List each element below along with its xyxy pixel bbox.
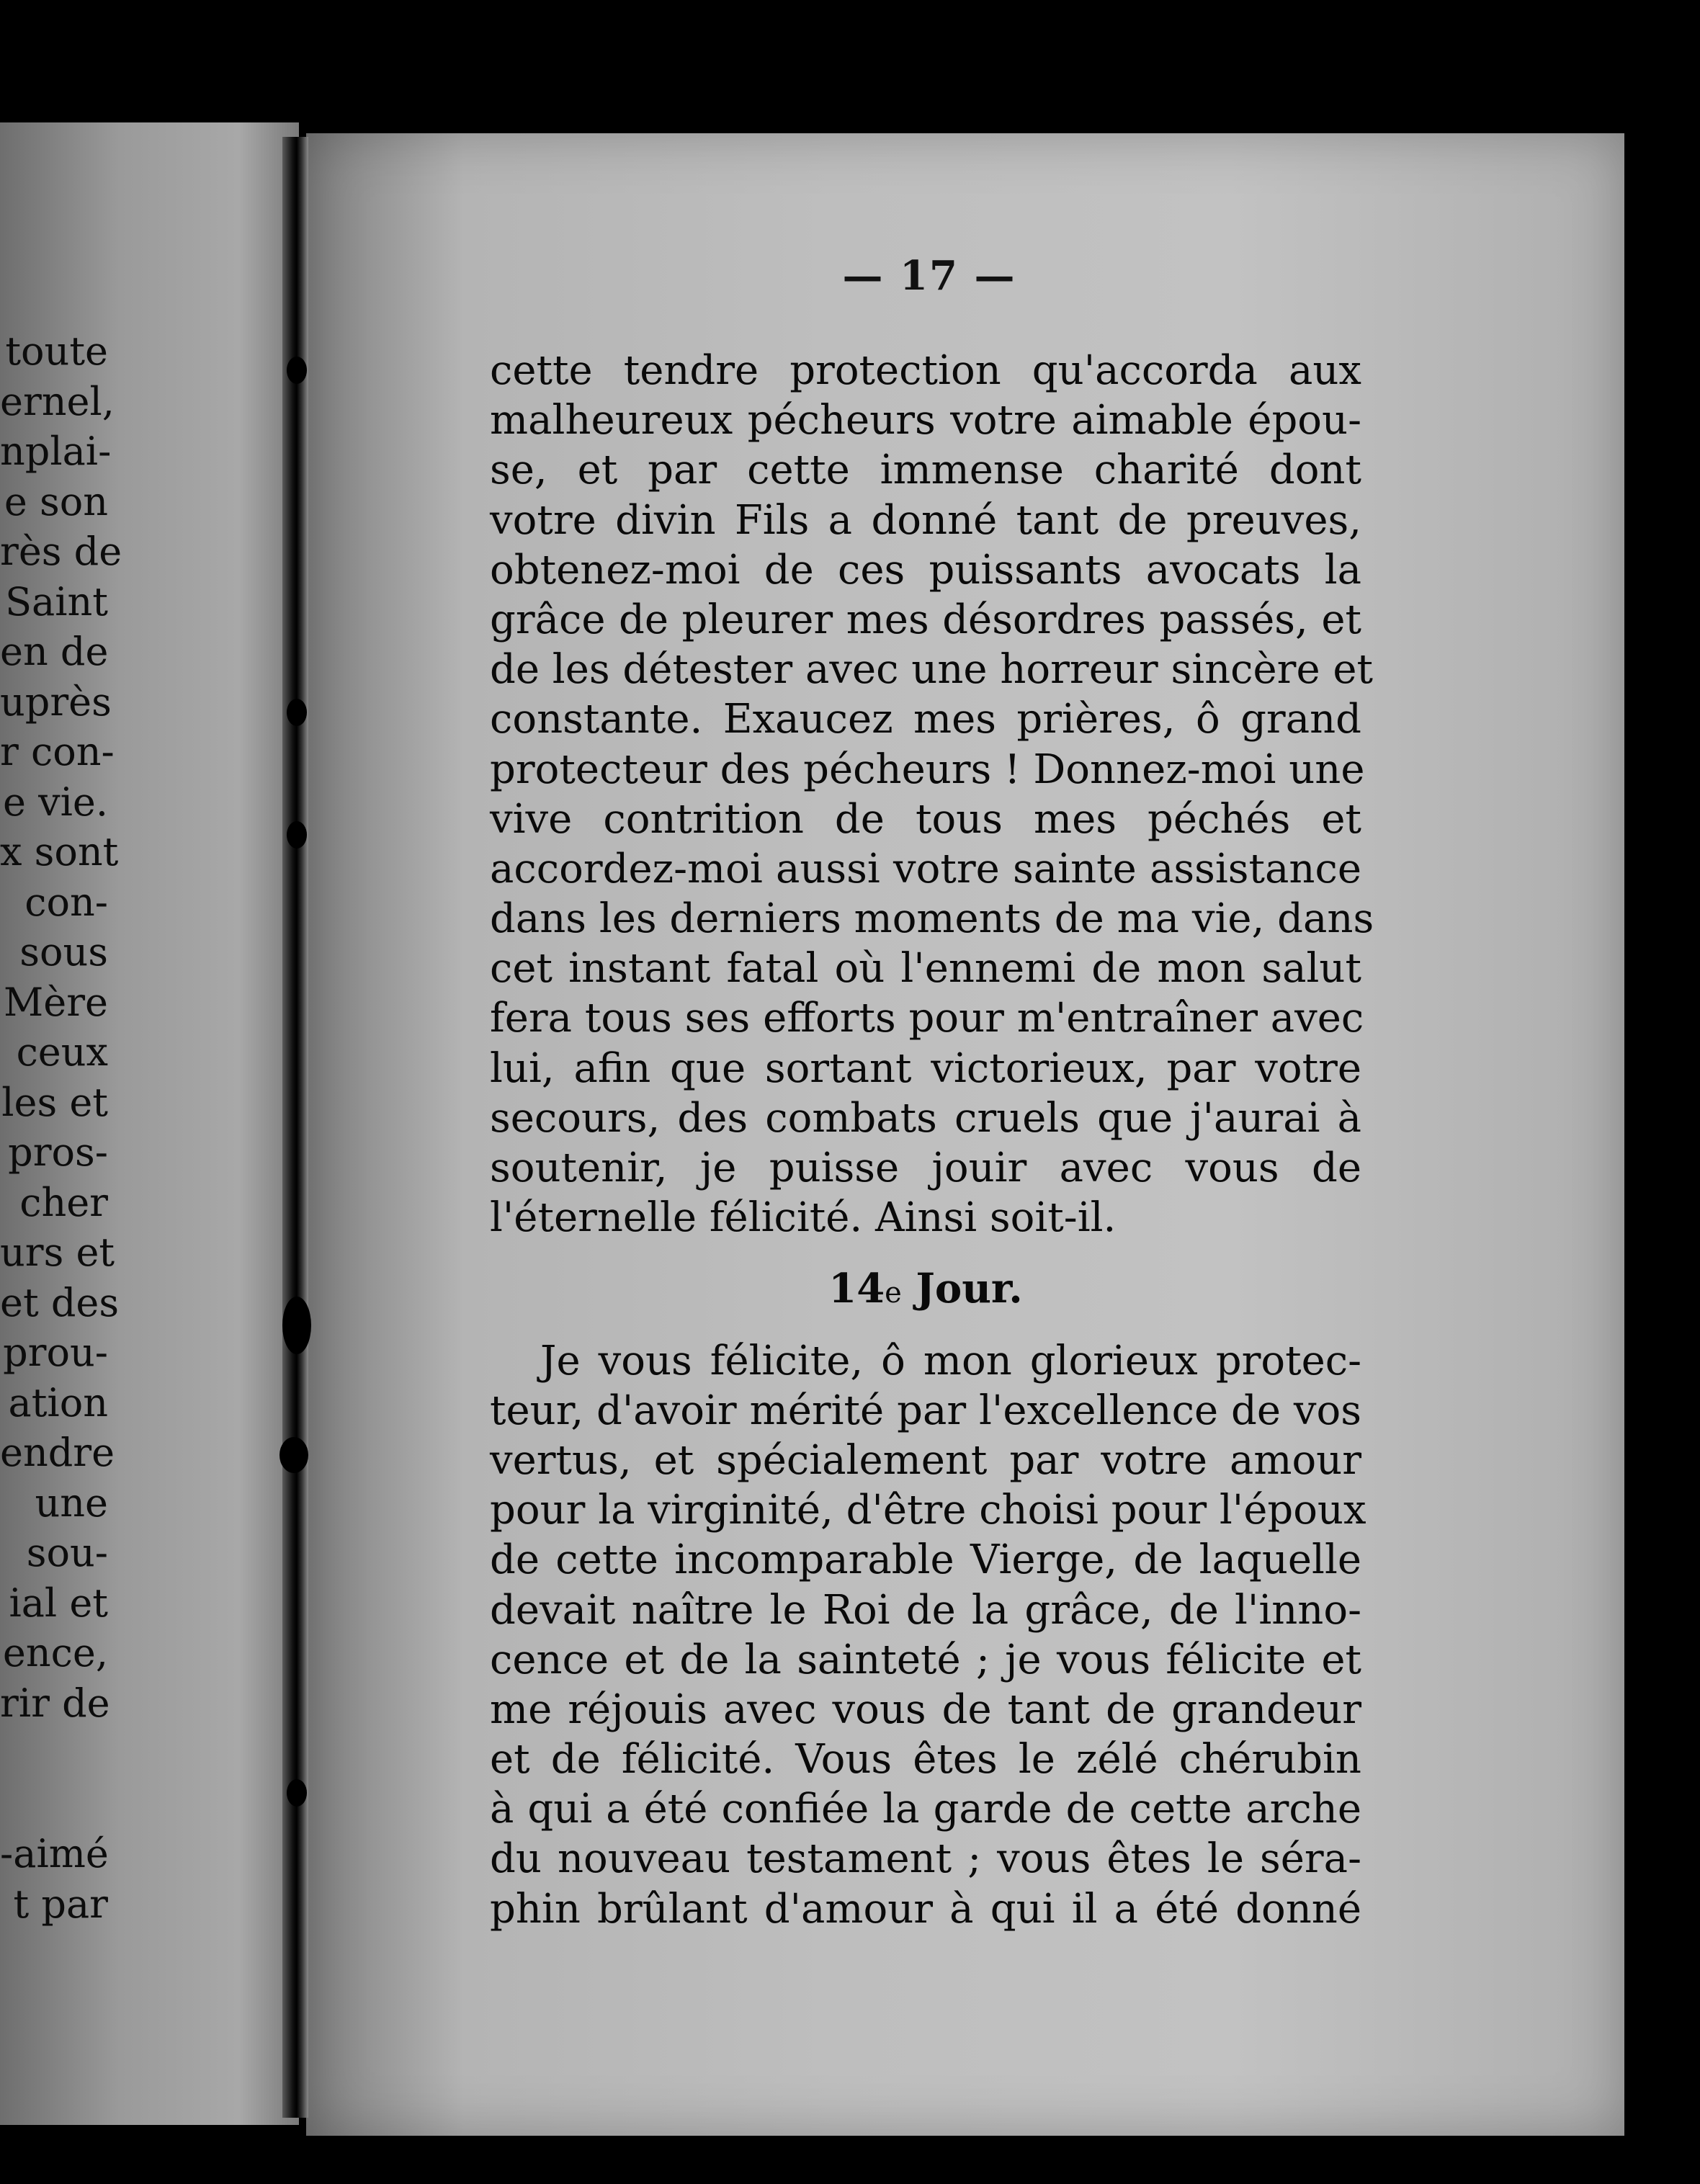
left-line: ial et [9,1580,108,1626]
text-line: l'éternelle félicité. Ainsi soit-il. [490,1194,1117,1242]
left-line: -aimé [0,1831,109,1876]
left-line: toute [5,328,108,374]
text-line: et de félicité. Vous êtes le zélé chérubin [490,1736,1361,1784]
left-line: ernel, [0,378,115,424]
left-line: ation [8,1379,108,1426]
spine-stitch [287,357,307,384]
spine-stitch [282,1297,311,1354]
left-line: con- [24,879,108,925]
left-line: t par [13,1881,108,1927]
heading-suffix: e [885,1276,902,1310]
text-line: cence et de la sainteté ; je vous félicite et [490,1636,1361,1683]
spine-stitch [279,1437,308,1473]
text-line: me réjouis avec vous de tant de grandeur [490,1686,1361,1733]
left-line: urs et [0,1230,115,1275]
text-line: malheureux pécheurs votre aimable épou- [490,397,1361,444]
heading-word: Jour. [916,1265,1023,1313]
text-line: cette tendre protection qu'accorda aux [490,347,1361,394]
book-spine [282,137,308,2118]
left-line: nplai- [0,429,112,474]
left-line: et des [0,1279,120,1325]
text-line: phin brûlant d'amour à qui il a été donné [490,1885,1361,1933]
text-line: cet instant fatal où l'ennemi de mon salut [490,945,1361,993]
section-heading [490,1264,1361,1314]
left-line: une [35,1480,108,1526]
spine-stitch [287,821,307,849]
left-line: Mère [3,979,108,1025]
paragraph-day-14 [490,1336,1366,1934]
text-line: de cette incomparable Vierge, de laquelle [490,1536,1361,1584]
text-line: teur, d'avoir mérité par l'excellence de vos [490,1387,1361,1434]
left-line: x sont [0,829,119,874]
text-line: obtenez-moi de ces puissants avocats la [490,546,1361,594]
text-line: devait naître le Roi de la grâce, de l'inno- [490,1586,1361,1634]
text-line: de les détester avec une horreur sincère et [490,646,1374,694]
left-gap [0,1728,108,1829]
text-line: vive contrition de tous mes péchés et [490,795,1361,843]
left-line: ceux [16,1029,108,1075]
text-line: vertus, et spécialement par votre amour [490,1436,1361,1484]
left-line: ence, [2,1630,108,1675]
heading-number: 14 [828,1265,885,1313]
left-page-fragment [0,122,299,2125]
spine-stitch [287,1779,307,1807]
left-line: sous [19,929,108,975]
left-line: endre [0,1430,115,1475]
text-line: grâce de pleurer mes désordres passés, et [490,596,1361,643]
left-line: prou- [3,1330,108,1375]
spine-stitch [287,699,307,726]
left-line: uprès [0,679,112,725]
left-line: sou- [26,1530,108,1575]
paragraph-prayer-end [490,346,1374,1243]
text-line: protecteur des pécheurs ! Donnez-moi une [490,746,1365,793]
text-line: votre divin Fils a donné tant de preuves, [490,496,1361,544]
left-line: rès de [0,529,122,574]
text-line: accordez-moi aussi votre sainte assistance [490,845,1361,892]
text-line: Je vous félicite, ô mon glorieux protec- [540,1337,1361,1384]
text-line: secours, des combats cruels que j'aurai à [490,1094,1361,1142]
left-line: pros- [8,1129,108,1175]
text-line: fera tous ses efforts pour m'entraîner avec [490,995,1364,1042]
left-line: en de [0,629,109,674]
left-line: cher [19,1179,108,1225]
left-line: r con- [0,729,115,774]
page-number: — 17 — [842,252,1016,300]
text-line: à qui a été confiée la garde de cette arche [490,1786,1361,1833]
left-line: rir de [0,1680,110,1726]
text-line: du nouveau testament ; vous êtes le séra- [490,1835,1361,1883]
left-line: Saint [5,578,108,625]
text-line: dans les derniers moments de ma vie, dans [490,895,1374,943]
text-line: se, et par cette immense charité dont [490,447,1361,494]
text-line: soutenir, je puisse jouir avec vous de [490,1145,1361,1191]
text-line: lui, afin que sortant victorieux, par votre [490,1044,1361,1092]
left-line: e vie. [2,779,108,825]
left-page-text [0,326,122,1929]
left-line: e son [4,478,108,524]
text-line: constante. Exaucez mes prières, ô grand [490,696,1361,743]
left-line: les et [1,1079,108,1125]
main-text [490,346,1374,1934]
text-line: pour la virginité, d'être choisi pour l'époux [490,1487,1366,1534]
